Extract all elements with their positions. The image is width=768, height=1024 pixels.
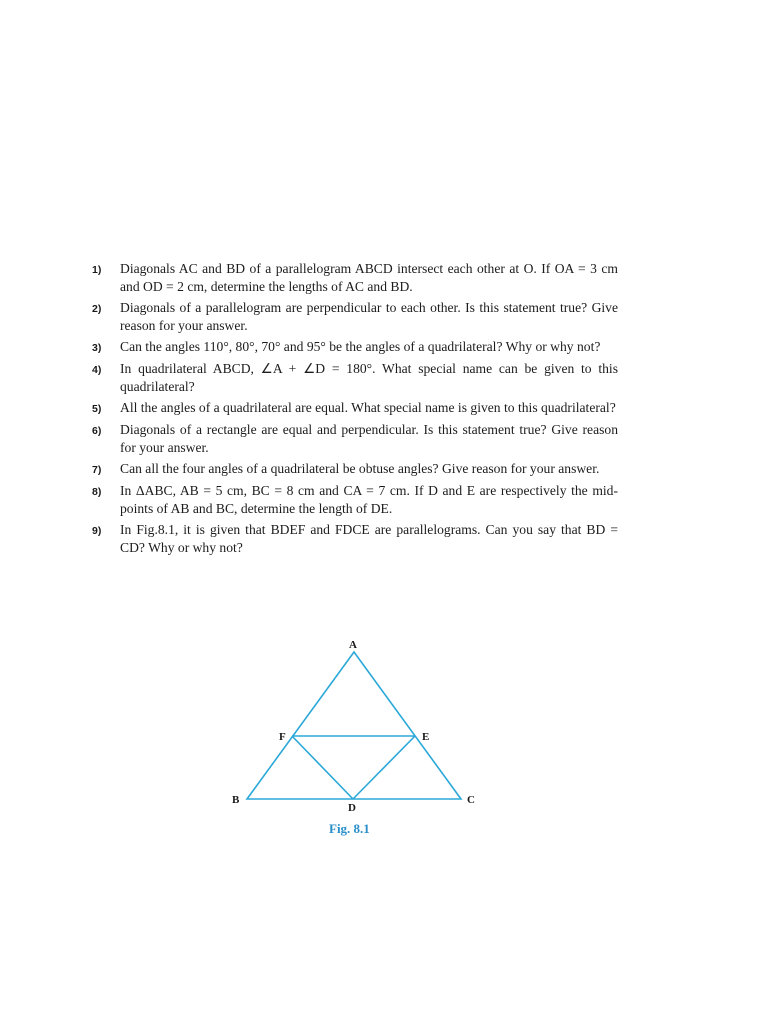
question-text: In ΔABC, AB = 5 cm, BC = 8 cm and CA = 7 cm. If D and E are respectively the mid-points of AB and BC, determine the length of DE. xyxy=(120,483,618,516)
question-number: 8) xyxy=(92,486,102,498)
question-item xyxy=(92,338,618,357)
question-item xyxy=(92,521,618,557)
figure-8-1 xyxy=(225,633,495,843)
triangle-diagram xyxy=(225,633,495,843)
question-item xyxy=(92,460,618,479)
vertex-label-f: F xyxy=(279,731,286,743)
question-number: 1) xyxy=(92,264,102,276)
vertex-label-e: E xyxy=(422,731,430,743)
question-item xyxy=(92,421,618,457)
question-item xyxy=(92,399,618,418)
question-number: 4) xyxy=(92,364,102,376)
question-text: All the angles of a quadrilateral are equal. What special name is given to this quadrilateral? xyxy=(120,400,616,415)
question-list xyxy=(92,260,618,560)
segment-de xyxy=(353,736,415,799)
question-text: Can all the four angles of a quadrilateral be obtuse angles? Give reason for your answer. xyxy=(120,461,600,476)
question-item xyxy=(92,482,618,518)
vertex-label-d: D xyxy=(348,802,356,814)
question-item xyxy=(92,260,618,296)
question-text: Diagonals of a rectangle are equal and perpendicular. Is this statement true? Give reason for your answer. xyxy=(120,422,618,455)
question-number: 9) xyxy=(92,525,102,537)
question-number: 2) xyxy=(92,303,102,315)
figure-caption: Fig. 8.1 xyxy=(329,821,370,836)
question-text: In Fig.8.1, it is given that BDEF and FDCE are parallelograms. Can you say that BD = CD? Why or why not? xyxy=(120,522,618,555)
question-number: 3) xyxy=(92,342,102,354)
question-text: Diagonals of a parallelogram are perpendicular to each other. Is this statement true? Give reason for your answer. xyxy=(120,300,618,333)
vertex-label-b: B xyxy=(232,794,240,806)
question-item xyxy=(92,360,618,396)
vertex-label-a: A xyxy=(349,639,357,651)
question-number: 7) xyxy=(92,464,102,476)
segment-fd xyxy=(292,736,353,799)
question-item xyxy=(92,299,618,335)
triangle-abc xyxy=(247,652,461,799)
question-number: 5) xyxy=(92,403,102,415)
question-text: In quadrilateral ABCD, ∠A + ∠D = 180°. What special name can be given to this quadrilateral? xyxy=(120,361,618,394)
question-text: Diagonals AC and BD of a parallelogram ABCD intersect each other at O. If OA = 3 cm and OD = 2 cm, determine the lengths of AC and BD. xyxy=(120,261,618,294)
question-number: 6) xyxy=(92,425,102,437)
question-text: Can the angles 110°, 80°, 70° and 95° be the angles of a quadrilateral? Why or why not? xyxy=(120,339,601,354)
vertex-label-c: C xyxy=(467,794,475,806)
